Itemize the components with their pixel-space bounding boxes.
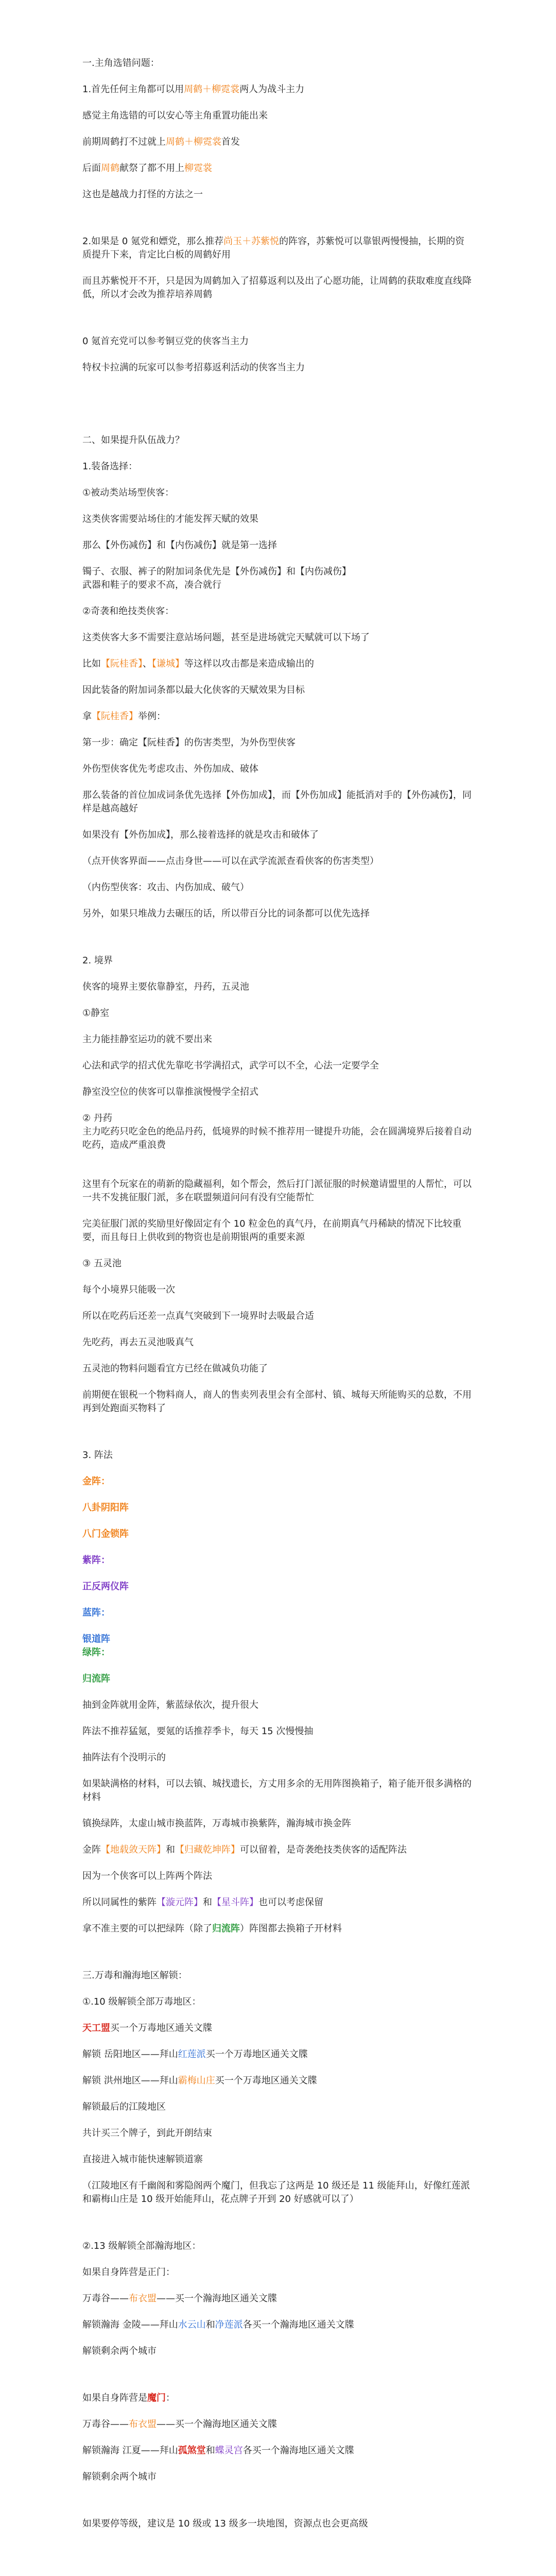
- section-1-line-8: 0 氪首充党可以参考铜豆党的侠客当主力: [82, 336, 249, 347]
- hanhai-heading: ②.13 级解锁全部瀚海地区：: [82, 2241, 201, 2251]
- formation-line-7: 因为一个侠客可以上阵两个阵法: [82, 1871, 212, 1882]
- wandu-line-6: 直接进入城市能快速解锁道寨: [82, 2154, 203, 2165]
- passive-heading: ①被动类站场型侠客：: [82, 487, 175, 498]
- formation-line-6: 金阵【地载敛天阵】和【归藏乾坤阵】可以留着，是奇袭绝技类侠客的适配阵法: [82, 1844, 407, 1855]
- formation-gold-2: 八门金锁阵: [82, 1529, 129, 1539]
- section-1-line-2: 感觉主角选错的可以安心等主角重置功能出来: [82, 110, 268, 121]
- hanhai-line-5: 如果自身阵营是魔门：: [82, 2393, 175, 2403]
- section-1-line-5: 这也是越战力打怪的方法之一: [82, 189, 203, 200]
- wandu-line-7: （江陵地区有千幽阁和雾隐阁两个魔门，但我忘了这两是 10 级还是 11 级能拜山，好像红莲派和霸梅山庄是 10 级开始能拜山，花点牌子开到 20 好感就可以了）: [82, 2180, 470, 2205]
- passive-line-3: 镯子、衣服、裤子的附加词条优先是【外伤减伤】和【内伤减伤】: [82, 566, 351, 577]
- wandu-line-1: 天工盟买一个万毒地区通关文牒: [82, 2023, 212, 2033]
- formation-blue-1: 银道阵: [82, 1634, 110, 1645]
- realm-line-1: 侠客的境界主要依靠静室，丹药，五灵池: [82, 981, 249, 992]
- hanhai-line-6: 万毒谷——布衣盟——买一个瀚海地区通关文牒: [82, 2419, 277, 2430]
- passive-line-2: 那么【外伤减伤】和【内伤减伤】就是第一选择: [82, 540, 277, 551]
- hanhai-line-4: 解锁剩余两个城市: [82, 2346, 157, 2357]
- section-1-line-9: 特权卡拉满的玩家可以参考招募返利活动的侠客当主力: [82, 362, 305, 373]
- burst-line-4: 拿【阮桂香】举例：: [82, 711, 166, 722]
- room-heading: ①静室: [82, 1008, 110, 1019]
- burst-line-9: （点开侠客界面——点击身世——可以在武学流派查看侠客的伤害类型）: [82, 856, 379, 867]
- burst-line-8: 如果没有【外伤加成】，那么接着选择的就是攻击和破体了: [82, 829, 319, 840]
- passive-line-1: 这类侠客需要站场住的才能发挥天赋的效果: [82, 514, 258, 524]
- burst-line-10: （内伤型侠客：攻击、内伤加成、破气）: [82, 882, 249, 893]
- wandu-line-4: 解锁最后的江陵地区: [82, 2102, 166, 2112]
- burst-line-3: 因此装备的附加词条都以最大化侠客的天赋效果为目标: [82, 685, 305, 696]
- formation-green-label: 绿阵：: [82, 1647, 110, 1658]
- formation-line-8: 所以同属性的紫阵【漩元阵】和【星斗阵】也可以考虑保留: [82, 1897, 323, 1908]
- formation-green-1: 归流阵: [82, 1673, 110, 1684]
- section-1-title: 一.主角选错问题：: [82, 58, 160, 69]
- section-1-line-3: 前期周鹤打不过就上周鹤＋柳霓裳首发: [82, 137, 240, 147]
- burst-line-2: 比如【阮桂香】、【谦城】等这样以攻击都是来造成输出的: [82, 658, 314, 669]
- hanhai-line-2: 万毒谷——布衣盟——买一个瀚海地区通关文牒: [82, 2293, 277, 2304]
- hanhai-line-8: 解锁剩余两个城市: [82, 2471, 157, 2482]
- burst-line-1: 这类侠客大多不需要注意站场问题，甚至是进场就完天赋就可以下场了: [82, 632, 370, 643]
- hanhai-line-1: 如果自身阵营是正门：: [82, 2267, 175, 2278]
- hanhai-line-3: 解锁瀚海 金陵——拜山水云山和净莲派各买一个瀚海地区通关文牒: [82, 2319, 354, 2330]
- formation-line-5: 镇换绿阵，太虚山城市换蓝阵，万毒城市换紫阵，瀚海城市换金阵: [82, 1818, 351, 1829]
- formation-line-9: 拿不准主要的可以把绿阵（除了归流阵）阵图都去换箱子开材料: [82, 1923, 342, 1934]
- pill-line-1: 主力吃药只吃金色的绝品丹药，低境界的时候不推荐用一键提升功能，会在圆满境界后接着自动吃药，造成严重浪费: [82, 1126, 472, 1150]
- pool-line-5: 前期便在银税一个物料商人，商人的售卖列表里会有全部村、镇、城每天所能购买的总数，不用再到处跑面买物料了: [82, 1389, 472, 1414]
- section-2-title: 二、如果提升队伍战力？: [82, 435, 184, 446]
- burst-line-5: 第一步：确定【阮桂香】的伤害类型，为外伤型侠客: [82, 737, 296, 748]
- wandu-line-3: 解锁 洪州地区——拜山霸梅山庄买一个万毒地区通关文牒: [82, 2075, 317, 2086]
- pool-line-4: 五灵池的物料问题看宜方已经在做减负功能了: [82, 1363, 268, 1374]
- burst-line-7: 那么装备的首位加成词条优先选择【外伤加成】，而【外伤加成】能抵消对手的【外伤减伤】，同样是越高越好: [82, 790, 472, 814]
- formation-line-2: 阵法不推荐猛氪，要氪的话推荐季卡，每天 15 次慢慢抽: [82, 1726, 314, 1737]
- formation-purple-1: 正反两仪阵: [82, 1581, 129, 1592]
- pool-heading: ③ 五灵池: [82, 1258, 121, 1269]
- section-1-line-7: 而且苏紫悦开不开，只是因为周鹤加入了招募返利以及出了心愿功能，让周鹤的获取难度直线降低，所以才会改为推荐培养周鹤: [82, 276, 472, 300]
- formation-line-3: 抽阵法有个没明示的: [82, 1752, 166, 1763]
- hanhai-line-9: 如果要停等级，建议是 10 级或 13 级多一块地图，资源点也会更高级: [82, 2518, 368, 2529]
- pool-line-3: 先吃药，再去五灵池吸真气: [82, 1337, 194, 1348]
- pool-line-2: 所以在吃药后还差一点真气突破到下一境界时去吸最合适: [82, 1311, 314, 1321]
- formation-purple-label: 紫阵：: [82, 1555, 110, 1566]
- pill-line-2: 这里有个玩家在的萌新的隐藏福利，如个帮会，然后打门派征服的时候邀请盟里的人帮忙，可以一共不发挑征服门派，多在联盟频道问问有没有空能帮忙: [82, 1179, 472, 1203]
- pill-heading: ② 丹药: [82, 1113, 112, 1124]
- burst-line-6: 外伤型侠客优先考虑攻击、外伤加成、破体: [82, 764, 258, 774]
- formation-heading: 3. 阵法: [82, 1450, 113, 1461]
- pool-line-1: 每个小境界只能吸一次: [82, 1284, 175, 1295]
- hanhai-line-7: 解锁瀚海 江夏——拜山孤煞堂和蝶灵宫各买一个瀚海地区通关文牒: [82, 2445, 354, 2456]
- wandu-line-2: 解锁 岳阳地区——拜山红莲派买一个万毒地区通关文牒: [82, 2049, 308, 2060]
- section-1-line-4: 后面周鹤献祭了都不用上柳霓裳: [82, 163, 212, 174]
- room-line-1: 主力能挂静室运功的就不要出来: [82, 1034, 212, 1045]
- pill-line-3: 完美征服门派的奖励里好像固定有个 10 粒金色的真气丹，在前期真气丹稀缺的情况下比较重要，而且每日上供收到的物资也是前期银两的重要来源: [82, 1218, 462, 1243]
- wandu-heading: ①.10 级解锁全部万毒地区：: [82, 1996, 201, 2007]
- section-3-title: 三.万毒和瀚海地区解锁：: [82, 1970, 187, 1981]
- formation-line-4: 如果缺满格的材料，可以去镇、城找遗长，方丈用多余的无用阵图换箱子，箱子能开很多满格的材料: [82, 1778, 472, 1803]
- formation-gold-label: 金阵：: [82, 1476, 110, 1487]
- burst-line-11: 另外，如果只堆战力去碾压的话，所以带百分比的词条都可以优先选择: [82, 908, 370, 919]
- realm-heading: 2. 境界: [82, 955, 113, 966]
- equip-heading: 1.装备选择：: [82, 461, 138, 472]
- section-1-line-1: 1.首先任何主角都可以用周鹤＋柳霓裳两人为战斗主力: [82, 84, 305, 95]
- room-line-2: 心法和武学的招式优先靠吃书学满招式，武学可以不全，心法一定要学全: [82, 1060, 379, 1071]
- formation-blue-label: 蓝阵：: [82, 1607, 110, 1618]
- formation-line-1: 抽到金阵就用金阵，紫蓝绿依次，提升很大: [82, 1700, 258, 1710]
- room-line-3: 静室没空位的侠客可以靠推演慢慢学全招式: [82, 1087, 258, 1097]
- section-1-line-6: 2.如果是 0 氪党和嫖党，那么推荐尚玉＋苏紫悦的阵容，苏紫悦可以靠银两慢慢抽，长期的资质提升下来，肯定比白板的周鹤好用: [82, 236, 465, 260]
- burst-heading: ②奇袭和绝技类侠客：: [82, 606, 175, 617]
- formation-gold-1: 八卦阴阳阵: [82, 1502, 129, 1513]
- passive-line-4: 武器和鞋子的要求不高，凑合就行: [82, 580, 221, 590]
- wandu-line-5: 共计买三个牌子，到此开朗结束: [82, 2128, 212, 2139]
